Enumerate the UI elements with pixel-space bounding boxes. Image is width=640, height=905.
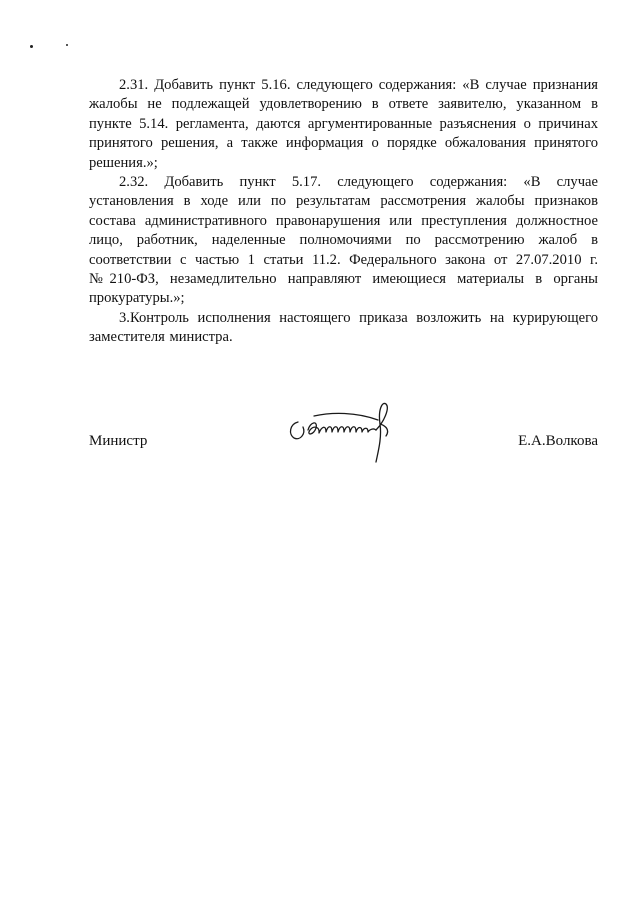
signature-block (89, 400, 598, 470)
handwritten-signature (286, 400, 406, 466)
signatory-name: Е.А.Волкова (518, 433, 598, 449)
signatory-title: Министр (89, 433, 148, 449)
paragraph-3: 3.Контроль исполнения настоящего приказа возложить на курирующего заместителя министра. (89, 309, 598, 346)
scan-speck (66, 44, 68, 46)
paragraph-2-31: 2.31. Добавить пункт 5.16. следующего содержания: «В случае признания жалобы не подлежащей удовлетворению в ответе заявителю, указанном в пункте 5.14. регламента, даются аргументированные разъяснения о причинах принятого решения, а также информация о порядке обжалования принятого решения.»; (89, 77, 598, 171)
paragraph-2-32: 2.32. Добавить пункт 5.17. следующего содержания: «В случае установления в ходе или по результатам рассмотрения жалобы признаков состава административного правонарушения или преступления должностное лицо, работник, наделенные полномочиями по рассмотрению жалоб в соответствии с частью 1 статьи 11.2. Федерального закона от 27.07.2010 г. №210-ФЗ, незамедлительно направляют имеющиеся материалы в органы прокуратуры.»; (89, 174, 598, 307)
document-body (89, 76, 598, 348)
scan-speck (30, 45, 33, 48)
